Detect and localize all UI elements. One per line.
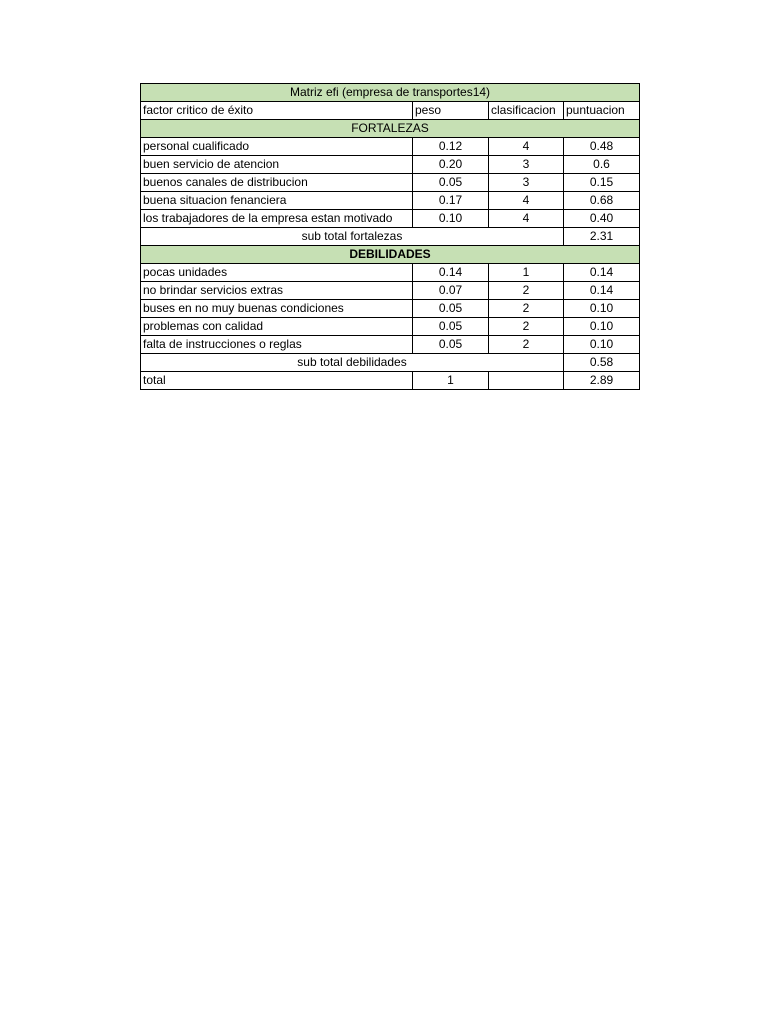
table-row [141, 210, 640, 228]
strengths-subtotal-value: 2.31 [564, 228, 640, 246]
header-clasificacion: clasificacion [489, 102, 564, 120]
table-row [141, 336, 640, 354]
factor-cell: personal cualificado [141, 138, 413, 156]
table-row [141, 300, 640, 318]
puntuacion-cell: 0.14 [564, 282, 640, 300]
table-row [141, 156, 640, 174]
factor-cell: buen servicio de atencion [141, 156, 413, 174]
peso-cell: 0.12 [413, 138, 489, 156]
peso-cell: 0.05 [413, 318, 489, 336]
puntuacion-cell: 0.15 [564, 174, 640, 192]
total-clasificacion [489, 372, 564, 390]
puntuacion-cell: 0.14 [564, 264, 640, 282]
table-row [141, 138, 640, 156]
clasificacion-cell: 1 [489, 264, 564, 282]
peso-cell: 0.20 [413, 156, 489, 174]
clasificacion-cell: 2 [489, 318, 564, 336]
puntuacion-cell: 0.10 [564, 300, 640, 318]
puntuacion-cell: 0.10 [564, 318, 640, 336]
puntuacion-cell: 0.68 [564, 192, 640, 210]
strengths-section-row [141, 120, 640, 138]
strengths-section-label: FORTALEZAS [141, 120, 640, 138]
weaknesses-section-row [141, 246, 640, 264]
peso-cell: 0.14 [413, 264, 489, 282]
peso-cell: 0.05 [413, 336, 489, 354]
clasificacion-cell: 4 [489, 138, 564, 156]
weaknesses-subtotal-value: 0.58 [564, 354, 640, 372]
factor-cell: falta de instrucciones o reglas [141, 336, 413, 354]
peso-cell: 0.05 [413, 300, 489, 318]
factor-cell: no brindar servicios extras [141, 282, 413, 300]
weaknesses-subtotal-row [141, 354, 640, 372]
clasificacion-cell: 4 [489, 192, 564, 210]
efi-matrix-table [140, 83, 640, 390]
peso-cell: 0.17 [413, 192, 489, 210]
clasificacion-cell: 2 [489, 282, 564, 300]
factor-cell: pocas unidades [141, 264, 413, 282]
header-row [141, 102, 640, 120]
table-row [141, 282, 640, 300]
title-row [141, 84, 640, 102]
header-peso: peso [413, 102, 489, 120]
peso-cell: 0.07 [413, 282, 489, 300]
table-row [141, 192, 640, 210]
factor-cell: problemas con calidad [141, 318, 413, 336]
total-peso: 1 [413, 372, 489, 390]
strengths-subtotal-label: sub total fortalezas [141, 228, 564, 246]
peso-cell: 0.10 [413, 210, 489, 228]
peso-cell: 0.05 [413, 174, 489, 192]
factor-cell: buena situacion fenanciera [141, 192, 413, 210]
clasificacion-cell: 4 [489, 210, 564, 228]
clasificacion-cell: 2 [489, 300, 564, 318]
factor-cell: buenos canales de distribucion [141, 174, 413, 192]
strengths-subtotal-row [141, 228, 640, 246]
total-puntuacion: 2.89 [564, 372, 640, 390]
table-row [141, 318, 640, 336]
clasificacion-cell: 3 [489, 156, 564, 174]
factor-cell: buses en no muy buenas condiciones [141, 300, 413, 318]
total-label: total [141, 372, 413, 390]
total-row [141, 372, 640, 390]
factor-cell: los trabajadores de la empresa estan motivado [141, 210, 413, 228]
matrix-title: Matriz efi (empresa de transportes14) [141, 84, 640, 102]
table-row [141, 174, 640, 192]
header-puntuacion: puntuacion [564, 102, 640, 120]
weaknesses-subtotal-label: sub total debilidades [141, 354, 564, 372]
puntuacion-cell: 0.48 [564, 138, 640, 156]
puntuacion-cell: 0.40 [564, 210, 640, 228]
puntuacion-cell: 0.6 [564, 156, 640, 174]
clasificacion-cell: 2 [489, 336, 564, 354]
header-factor: factor critico de éxito [141, 102, 413, 120]
table-row [141, 264, 640, 282]
clasificacion-cell: 3 [489, 174, 564, 192]
puntuacion-cell: 0.10 [564, 336, 640, 354]
weaknesses-section-label: DEBILIDADES [141, 246, 640, 264]
